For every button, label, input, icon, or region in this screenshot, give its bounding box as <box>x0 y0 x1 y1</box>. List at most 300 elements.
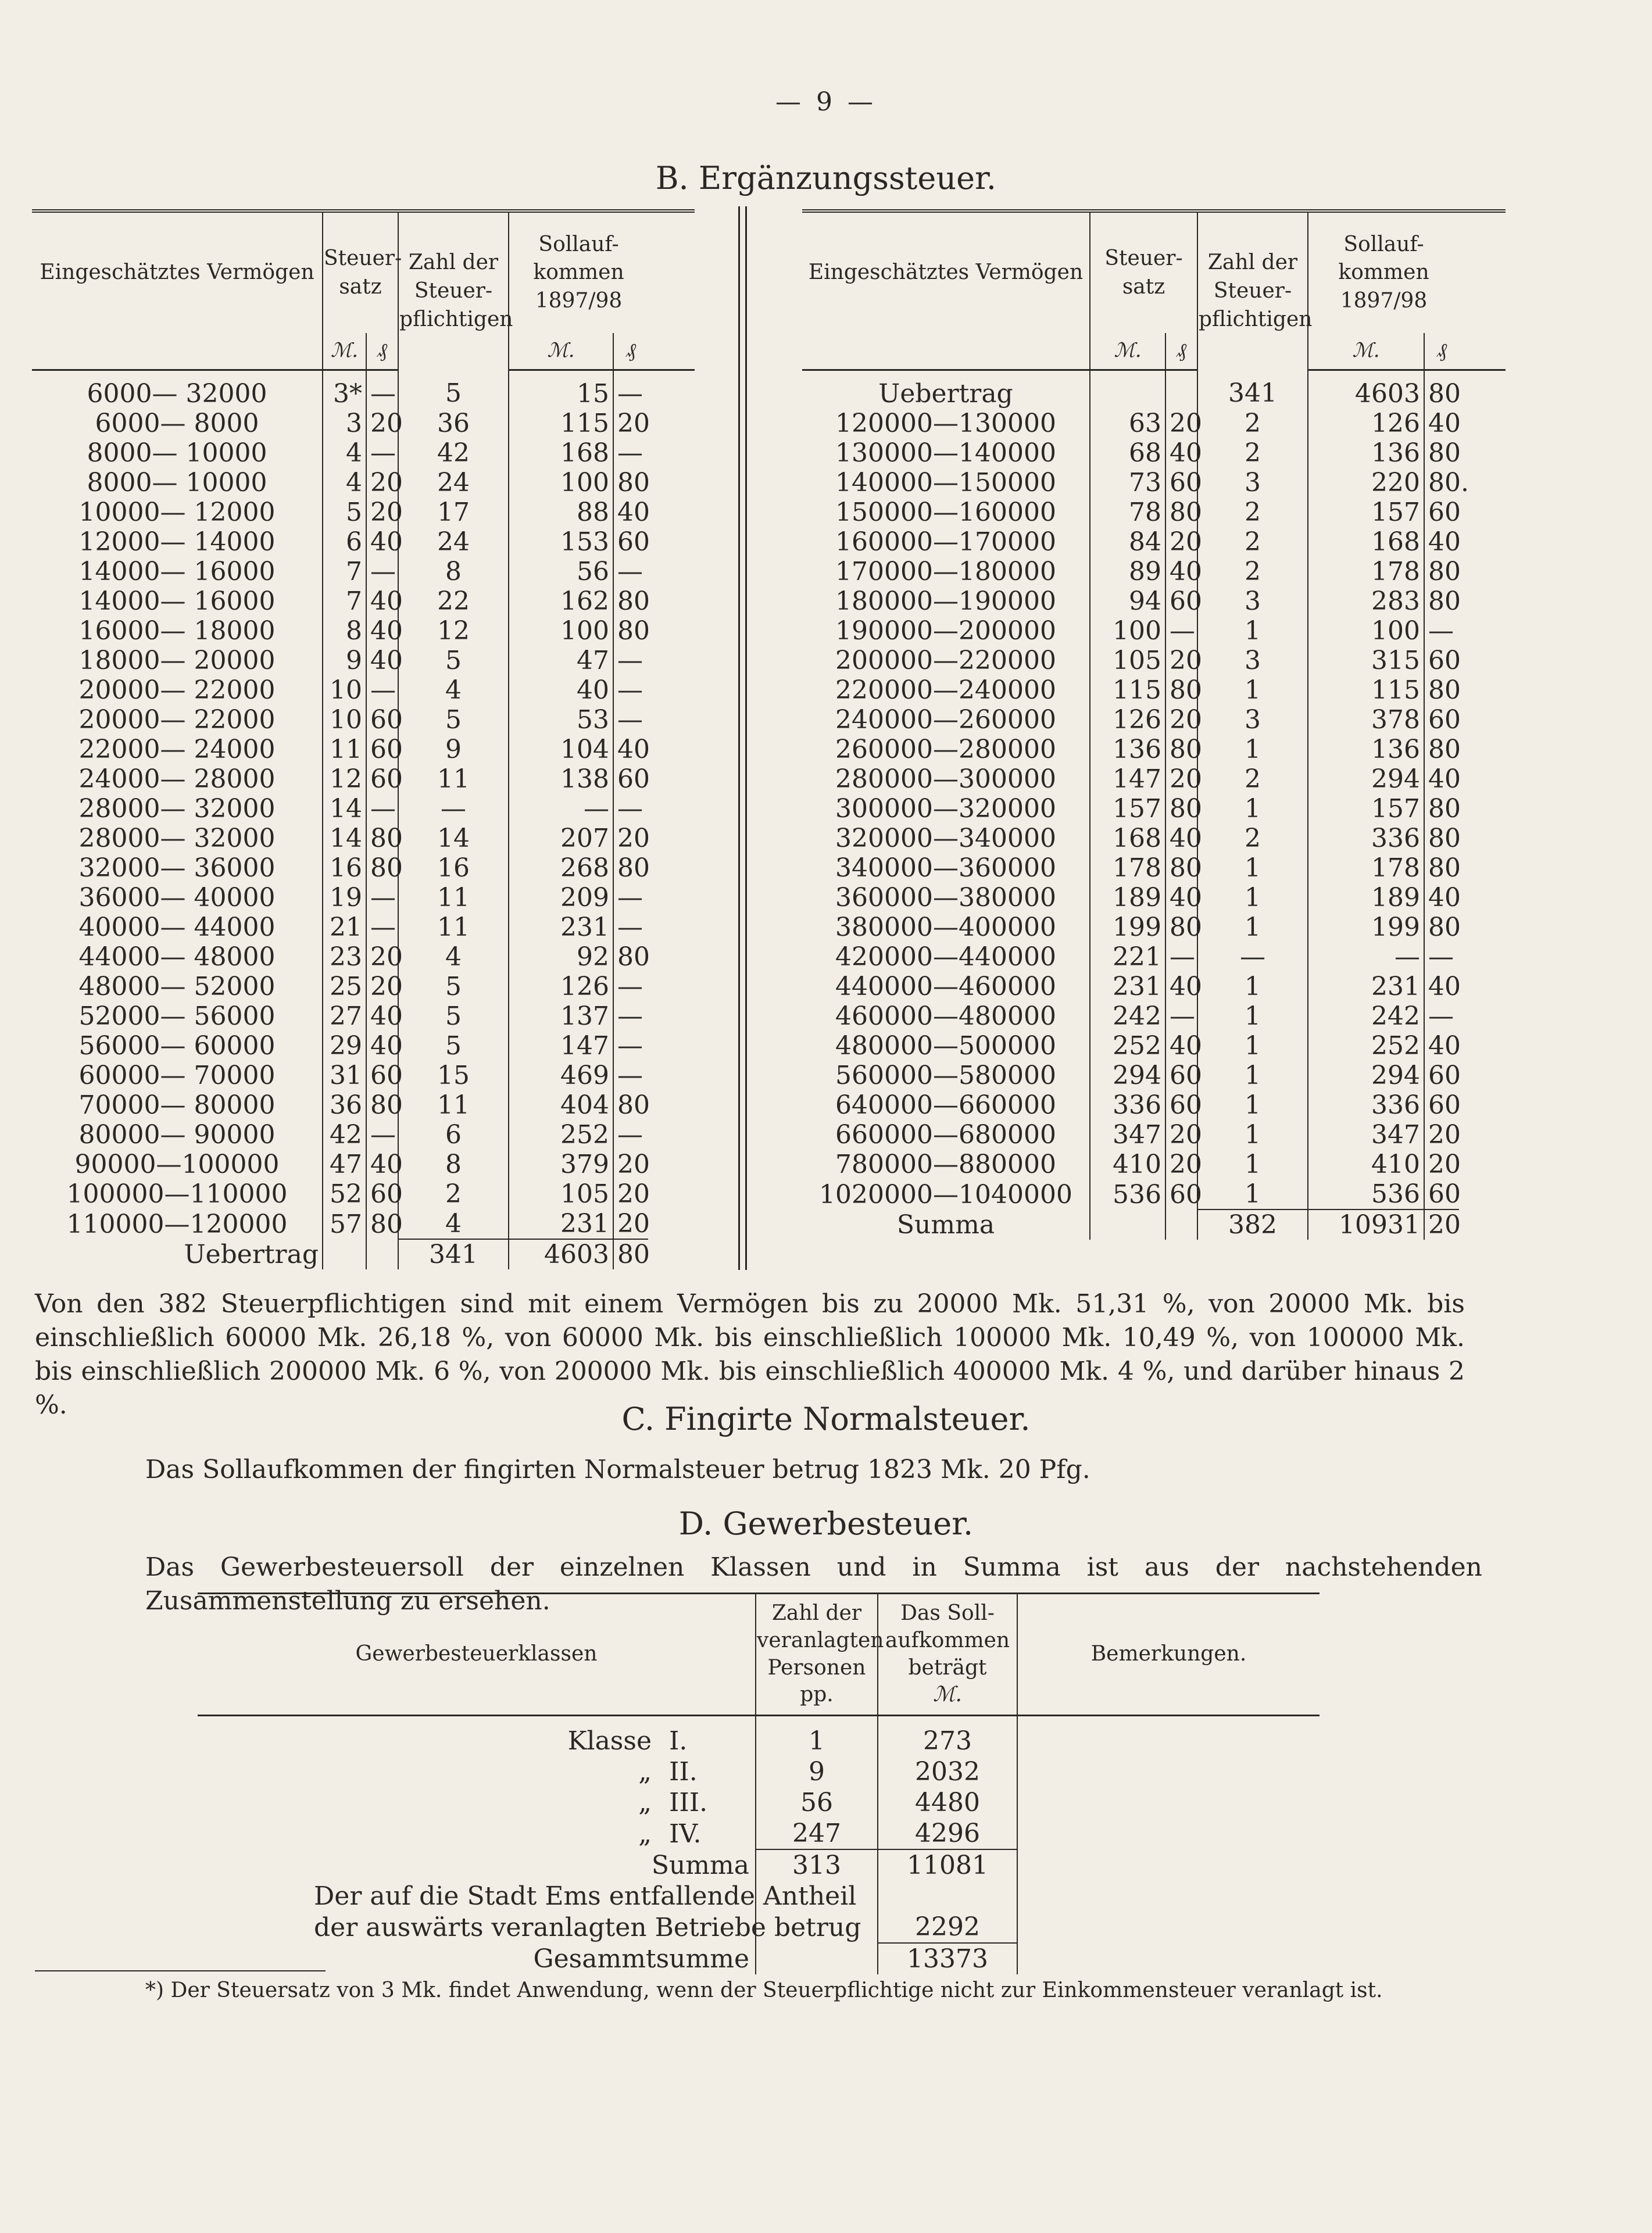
header-pf: ₰ <box>1165 333 1197 370</box>
steuersatz-mark: 189 <box>1090 883 1165 912</box>
table-row <box>32 646 695 675</box>
aufkommen-pf: 80 <box>1428 438 1461 468</box>
anteil-text: der auswärts veranlagten Betriebe betrug <box>198 1912 756 1943</box>
carry-zahl: 341 <box>1197 370 1308 409</box>
steuersatz-pf: 40 <box>366 616 398 646</box>
vermoegen-range: 190000—200000 <box>802 616 1090 646</box>
aufkommen-pf: 20 <box>617 1209 650 1239</box>
aufkommen-mark: 469 <box>509 1061 613 1090</box>
steuersatz-mark: 136 <box>1090 735 1165 764</box>
aufkommen-mark: 410 <box>1308 1150 1424 1179</box>
summa-zahl: 382 <box>1197 1209 1308 1240</box>
header-soll: Sollauf-kommen 1897/98 <box>1308 211 1459 333</box>
steuersatz-pf: 60 <box>366 1179 398 1209</box>
zahl-pflichtige: 8 <box>398 1150 509 1179</box>
table-row <box>802 1150 1506 1179</box>
aufkommen-pf: — <box>617 883 643 912</box>
klasse-number: IV. <box>669 1819 702 1849</box>
zahl-pflichtige: 2 <box>398 1179 509 1209</box>
page-number: — 9 — <box>775 87 877 117</box>
steuersatz-pf: 60 <box>366 735 398 764</box>
gew-summa-label: Summa <box>198 1849 756 1881</box>
steuersatz-pf: — <box>366 1120 398 1150</box>
zahl-pflichtige: 12 <box>398 616 509 646</box>
aufkommen-mark: 315 <box>1308 646 1424 675</box>
table-row <box>802 972 1506 1001</box>
steuersatz-mark: 336 <box>1090 1090 1165 1120</box>
steuersatz-mark: 9 <box>323 646 366 675</box>
klasse-label <box>198 1756 756 1787</box>
aufkommen-pf: 60 <box>617 527 650 557</box>
steuersatz-mark: 10 <box>323 675 366 705</box>
zahl-pflichtige: 24 <box>398 527 509 557</box>
table-row <box>32 586 695 616</box>
aufkommen-pf: 60 <box>617 764 650 794</box>
steuersatz-pf: 40 <box>1165 557 1197 586</box>
aufkommen-mark: 100 <box>509 616 613 646</box>
zahl-pflichtige: 2 <box>1197 527 1308 557</box>
vermoegen-range: 80000— 90000 <box>32 1120 323 1150</box>
table-row <box>802 883 1506 912</box>
steuersatz-mark: 7 <box>323 586 366 616</box>
zahl-pflichtige: 1 <box>1197 972 1308 1001</box>
steuersatz-mark: 3 <box>323 409 366 438</box>
steuersatz-pf: — <box>366 883 398 912</box>
steuersatz-mark: 178 <box>1090 853 1165 883</box>
aufkommen-mark: 47 <box>509 646 613 675</box>
table-row <box>32 498 695 527</box>
table-row <box>802 1120 1506 1150</box>
steuersatz-mark: 68 <box>1090 438 1165 468</box>
vermoegen-range: 260000—280000 <box>802 735 1090 764</box>
steuersatz-mark: 23 <box>323 942 366 972</box>
vermoegen-range: 780000—880000 <box>802 1150 1090 1179</box>
header-vermoegen: Eingeschätztes Vermögen <box>802 211 1090 333</box>
zahl-pflichtige: 36 <box>398 409 509 438</box>
zahl-pflichtige: 1 <box>1197 1031 1308 1061</box>
steuersatz-mark: 27 <box>323 1001 366 1031</box>
aufkommen-pf: 80 <box>617 468 650 498</box>
footnote-rule <box>35 1970 326 1971</box>
aufkommen-pf: — <box>1428 942 1454 972</box>
steuersatz-mark: 42 <box>323 1120 366 1150</box>
steuersatz-pf: 20 <box>1165 1120 1197 1150</box>
aufkommen-mark: 252 <box>1308 1031 1424 1061</box>
steuersatz-pf: 40 <box>366 527 398 557</box>
table-row <box>32 409 695 438</box>
aufkommen-pf: 20 <box>617 824 650 853</box>
steuersatz-mark: 73 <box>1090 468 1165 498</box>
steuersatz-mark: 10 <box>323 705 366 735</box>
steuersatz-mark: 57 <box>323 1209 366 1239</box>
zahl-pflichtige: 2 <box>1197 438 1308 468</box>
zahl-pflichtige: 8 <box>398 557 509 586</box>
steuersatz-mark: 252 <box>1090 1031 1165 1061</box>
steuersatz-mark: 536 <box>1090 1179 1165 1209</box>
steuersatz-pf: 80 <box>1165 853 1197 883</box>
steuersatz-mark: 12 <box>323 764 366 794</box>
section-c-title: C. Fingirte Normalsteuer. <box>621 1401 1031 1437</box>
aufkommen-pf: — <box>617 912 643 942</box>
vermoegen-range: 90000—100000 <box>32 1150 323 1179</box>
aufkommen-mark: 178 <box>1308 557 1424 586</box>
steuersatz-mark: 8 <box>323 616 366 646</box>
aufkommen-mark: 147 <box>509 1031 613 1061</box>
aufkommen-mark: 157 <box>1308 794 1424 824</box>
aufkommen-pf: 80 <box>1428 824 1461 853</box>
zahl-pflichtige: 24 <box>398 468 509 498</box>
aufkommen-pf: 40 <box>1428 972 1461 1001</box>
section-d-intro: Das Gewerbesteuersoll der einzelnen Klassen und in Summa ist aus der nachstehenden Zusammenstellung zu ersehen. <box>145 1552 1482 1616</box>
klasse-word: Klasse <box>567 1726 652 1756</box>
header-mark: ℳ. <box>1308 333 1424 370</box>
steuersatz-mark: 294 <box>1090 1061 1165 1090</box>
aufkommen-mark: 404 <box>509 1090 613 1120</box>
aufkommen-mark: 294 <box>1308 764 1424 794</box>
zahl-pflichtige: 4 <box>398 942 509 972</box>
steuersatz-mark: 3* <box>323 370 366 409</box>
steuersatz-pf: 20 <box>1165 409 1197 438</box>
table-row <box>802 705 1506 735</box>
steuersatz-mark: 16 <box>323 853 366 883</box>
steuersatz-mark: 347 <box>1090 1120 1165 1150</box>
steuersatz-pf: 20 <box>366 972 398 1001</box>
steuersatz-mark: 63 <box>1090 409 1165 438</box>
steuersatz-mark: 168 <box>1090 824 1165 853</box>
zahl-pflichtige: 3 <box>1197 586 1308 616</box>
aufkommen-mark: 153 <box>509 527 613 557</box>
zahl-pflichtige: 2 <box>1197 764 1308 794</box>
steuersatz-pf: — <box>366 438 398 468</box>
steuersatz-mark: 242 <box>1090 1001 1165 1031</box>
zahl-pflichtige: 9 <box>398 735 509 764</box>
gew-summa-soll: 11081 <box>878 1849 1017 1881</box>
gesamt-soll: 13373 <box>878 1943 1017 1974</box>
steuersatz-mark: 19 <box>323 883 366 912</box>
aufkommen-pf: 40 <box>1428 1031 1461 1061</box>
aufkommen-pf: 80 <box>1428 557 1461 586</box>
aufkommen-mark: 126 <box>509 972 613 1001</box>
aufkommen-pf: 80. <box>1428 468 1469 498</box>
steuersatz-mark: 105 <box>1090 646 1165 675</box>
aufkommen-pf: 80 <box>617 586 650 616</box>
table-row <box>32 1031 695 1061</box>
zahl-pflichtige: 5 <box>398 370 509 409</box>
steuersatz-mark: 78 <box>1090 498 1165 527</box>
steuersatz-pf: 80 <box>1165 735 1197 764</box>
aufkommen-pf: 60 <box>1428 705 1461 735</box>
vermoegen-range: 180000—190000 <box>802 586 1090 616</box>
aufkommen-mark: 379 <box>509 1150 613 1179</box>
vermoegen-range: 130000—140000 <box>802 438 1090 468</box>
summa-label: Summa <box>802 1209 1090 1240</box>
table-row <box>802 1061 1506 1090</box>
aufkommen-pf: 80 <box>1428 794 1461 824</box>
aufkommen-mark: 53 <box>509 705 613 735</box>
zahl-pflichtige: 5 <box>398 646 509 675</box>
table-row <box>198 1756 1320 1787</box>
steuersatz-pf: — <box>1165 942 1197 972</box>
aufkommen-mark: 242 <box>1308 1001 1424 1031</box>
table-row <box>32 370 695 409</box>
header-vermoegen: Eingeschätztes Vermögen <box>32 211 323 333</box>
vermoegen-range: 340000—360000 <box>802 853 1090 883</box>
steuersatz-pf: 40 <box>366 1001 398 1031</box>
aufkommen-mark: 136 <box>1308 438 1424 468</box>
zahl-pflichtige: 2 <box>1197 824 1308 853</box>
section-b-title: B. Ergänzungssteuer. <box>655 160 997 196</box>
steuersatz-pf: — <box>366 675 398 705</box>
aufkommen-pf: 60 <box>1428 498 1461 527</box>
table-row <box>802 409 1506 438</box>
table-row <box>802 527 1506 557</box>
steuersatz-pf: 80 <box>1165 498 1197 527</box>
vermoegen-range: 6000— 8000 <box>32 409 323 438</box>
vermoegen-range: 420000—440000 <box>802 942 1090 972</box>
aufkommen-pf: 60 <box>1428 1090 1461 1120</box>
steuersatz-mark: 221 <box>1090 942 1165 972</box>
header-zahl: Zahl der Steuer-pflichtigen <box>1197 211 1308 370</box>
aufkommen-pf: — <box>617 1001 643 1031</box>
klasse-label <box>198 1787 756 1818</box>
aufkommen-mark: 536 <box>1308 1179 1424 1209</box>
aufkommen-mark: 100 <box>509 468 613 498</box>
vermoegen-range: 100000—110000 <box>32 1179 323 1209</box>
steuersatz-mark: 4 <box>323 468 366 498</box>
table-row <box>32 1150 695 1179</box>
table-row <box>802 912 1506 942</box>
header-mark: ℳ. <box>509 333 613 370</box>
carry-mark: 4603 <box>1308 370 1424 409</box>
table-row <box>32 735 695 764</box>
vermoegen-range: 16000— 18000 <box>32 616 323 646</box>
aufkommen-pf: 80 <box>617 1090 650 1120</box>
vermoegen-range: 70000— 80000 <box>32 1090 323 1120</box>
table-row <box>802 1031 1506 1061</box>
zahl-pflichtige: 1 <box>1197 883 1308 912</box>
vermoegen-range: 480000—500000 <box>802 1031 1090 1061</box>
aufkommen-pf: 80 <box>617 616 650 646</box>
steuersatz-pf: 60 <box>1165 1090 1197 1120</box>
table-row <box>32 1061 695 1090</box>
aufkommen-mark: 220 <box>1308 468 1424 498</box>
aufkommen-pf: 80 <box>1428 912 1461 942</box>
klasse-word: „ <box>638 1788 652 1817</box>
table-row <box>802 942 1506 972</box>
aufkommen-pf: 20 <box>1428 1150 1461 1179</box>
aufkommen-pf: 40 <box>1428 883 1461 912</box>
zahl-pflichtige: 1 <box>1197 735 1308 764</box>
summa-pf: 20 <box>1424 1209 1459 1240</box>
table-row <box>32 1120 695 1150</box>
zahl-pflichtige: 1 <box>1197 616 1308 646</box>
table-row <box>32 942 695 972</box>
aufkommen-pf: — <box>617 675 643 705</box>
aufkommen-pf: 60 <box>1428 1061 1461 1090</box>
aufkommen-pf: 60 <box>1428 646 1461 675</box>
uebertrag-zahl: 341 <box>398 1239 509 1269</box>
steuersatz-mark: 126 <box>1090 705 1165 735</box>
steuersatz-mark: 11 <box>323 735 366 764</box>
steuersatz-pf: 80 <box>1165 794 1197 824</box>
vermoegen-range: 20000— 22000 <box>32 705 323 735</box>
vermoegen-range: 12000— 14000 <box>32 527 323 557</box>
table-row <box>32 824 695 853</box>
steuersatz-pf: 20 <box>1165 527 1197 557</box>
zahl-pflichtige: 6 <box>398 1120 509 1150</box>
zahl-personen: 247 <box>756 1818 878 1849</box>
zahl-pflichtige: 1 <box>1197 1120 1308 1150</box>
table-row <box>198 1818 1320 1849</box>
aufkommen-pf: 40 <box>1428 409 1461 438</box>
zahl-pflichtige: 1 <box>1197 853 1308 883</box>
zahl-pflichtige: 42 <box>398 438 509 468</box>
aufkommen-mark: 115 <box>1308 675 1424 705</box>
aufkommen-mark: 252 <box>509 1120 613 1150</box>
steuersatz-mark: 94 <box>1090 586 1165 616</box>
summa-mark: 10931 <box>1308 1209 1424 1240</box>
header-soll: Das Soll-aufkommen beträgt ℳ. <box>878 1594 1017 1716</box>
aufkommen-pf: — <box>617 1031 643 1061</box>
sollaufkommen: 273 <box>878 1726 1017 1756</box>
steuersatz-pf: — <box>366 370 398 409</box>
klasse-label <box>198 1818 756 1849</box>
aufkommen-mark: 294 <box>1308 1061 1424 1090</box>
aufkommen-pf: 40 <box>1428 764 1461 794</box>
zahl-pflichtige: 2 <box>1197 498 1308 527</box>
aufkommen-mark: 92 <box>509 942 613 972</box>
table-row <box>32 616 695 646</box>
vermoegen-range: 10000— 12000 <box>32 498 323 527</box>
steuersatz-mark: 36 <box>323 1090 366 1120</box>
aufkommen-mark: 15 <box>509 370 613 409</box>
zahl-personen: 56 <box>756 1787 878 1818</box>
vermoegen-range: 6000— 32000 <box>32 370 323 409</box>
zahl-pflichtige: 1 <box>1197 912 1308 942</box>
steuersatz-pf: 40 <box>366 1031 398 1061</box>
aufkommen-pf: 80 <box>1428 735 1461 764</box>
steuersatz-pf: 60 <box>1165 468 1197 498</box>
header-steuersatz: Steuer-satz <box>323 211 398 333</box>
header-zahl: Zahl der veranlagten Personen pp. <box>756 1594 878 1716</box>
steuersatz-mark: 14 <box>323 794 366 824</box>
steuersatz-pf: 20 <box>1165 705 1197 735</box>
vermoegen-range: 14000— 16000 <box>32 557 323 586</box>
vermoegen-range: 28000— 32000 <box>32 794 323 824</box>
sollaufkommen: 4296 <box>878 1818 1017 1849</box>
aufkommen-pf: — <box>617 972 643 1001</box>
zahl-pflichtige: 15 <box>398 1061 509 1090</box>
header-pf: ₰ <box>1424 333 1459 370</box>
aufkommen-pf: — <box>1428 616 1454 646</box>
steuersatz-pf: 80 <box>1165 675 1197 705</box>
aufkommen-mark: 168 <box>1308 527 1424 557</box>
header-bemerkungen: Bemerkungen. <box>1017 1594 1320 1716</box>
aufkommen-mark: 115 <box>509 409 613 438</box>
aufkommen-mark: 137 <box>509 1001 613 1031</box>
steuersatz-pf: — <box>366 912 398 942</box>
steuersatz-pf: 60 <box>366 1061 398 1090</box>
aufkommen-mark: 199 <box>1308 912 1424 942</box>
table-row <box>802 646 1506 675</box>
zahl-pflichtige: 1 <box>1197 794 1308 824</box>
vermoegen-range: 8000— 10000 <box>32 468 323 498</box>
steuersatz-pf: 80 <box>366 1090 398 1120</box>
aufkommen-mark: 88 <box>509 498 613 527</box>
aufkommen-mark: 40 <box>509 675 613 705</box>
aufkommen-pf: — <box>617 379 643 409</box>
aufkommen-mark: 283 <box>1308 586 1424 616</box>
zahl-pflichtige: 1 <box>1197 1061 1308 1090</box>
zahl-pflichtige: 14 <box>398 824 509 853</box>
sollaufkommen: 2032 <box>878 1756 1017 1787</box>
vermoegen-range: 36000— 40000 <box>32 883 323 912</box>
klasse-number: II. <box>669 1757 698 1787</box>
table-row <box>32 1090 695 1120</box>
section-c-text: Das Sollaufkommen der fingirten Normalsteuer betrug 1823 Mk. 20 Pfg. <box>145 1455 1090 1484</box>
table-row <box>32 972 695 1001</box>
vermoegen-range: 460000—480000 <box>802 1001 1090 1031</box>
steuersatz-mark: 6 <box>323 527 366 557</box>
erganzungssteuer-table-left <box>32 209 695 1269</box>
steuersatz-pf: 20 <box>366 942 398 972</box>
klasse-number: III. <box>669 1788 708 1817</box>
header-mark: ℳ. <box>1090 333 1165 370</box>
zahl-personen: 9 <box>756 1756 878 1787</box>
vermoegen-range: 120000—130000 <box>802 409 1090 438</box>
aufkommen-mark: 209 <box>509 883 613 912</box>
steuersatz-mark: 157 <box>1090 794 1165 824</box>
aufkommen-mark: 231 <box>509 912 613 942</box>
steuersatz-pf: 20 <box>366 409 398 438</box>
vermoegen-range: 8000— 10000 <box>32 438 323 468</box>
vermoegen-range: 170000—180000 <box>802 557 1090 586</box>
table-row <box>32 883 695 912</box>
zahl-pflichtige: 3 <box>1197 705 1308 735</box>
steuersatz-mark: 89 <box>1090 557 1165 586</box>
zahl-pflichtige: 16 <box>398 853 509 883</box>
table-row <box>802 824 1506 853</box>
aufkommen-pf: — <box>617 1061 643 1090</box>
aufkommen-mark: 336 <box>1308 1090 1424 1120</box>
aufkommen-pf: — <box>617 438 643 468</box>
vermoegen-range: 22000— 24000 <box>32 735 323 764</box>
vermoegen-range: 160000—170000 <box>802 527 1090 557</box>
steuersatz-mark: 84 <box>1090 527 1165 557</box>
vermoegen-range: 14000— 16000 <box>32 586 323 616</box>
aufkommen-pf: 80 <box>1428 853 1461 883</box>
vermoegen-range: 1020000—1040000 <box>802 1179 1090 1209</box>
vermoegen-range: 300000—320000 <box>802 794 1090 824</box>
sollaufkommen: 4480 <box>878 1787 1017 1818</box>
vermoegen-range: 60000— 70000 <box>32 1061 323 1090</box>
steuersatz-pf: 80 <box>366 824 398 853</box>
erganzungssteuer-table-right <box>802 209 1506 1240</box>
aufkommen-pf: — <box>1428 1001 1454 1031</box>
steuersatz-pf: 40 <box>1165 824 1197 853</box>
footnote: *) Der Steuersatz von 3 Mk. findet Anwendung, wenn der Steuerpflichtige nicht zur Einkommensteuer veranlagt ist. <box>145 1978 1383 2002</box>
aufkommen-pf: — <box>617 557 643 586</box>
vermoegen-range: 640000—660000 <box>802 1090 1090 1120</box>
steuersatz-mark: 47 <box>323 1150 366 1179</box>
vermoegen-range: 360000—380000 <box>802 883 1090 912</box>
aufkommen-pf: 20 <box>1428 1120 1461 1150</box>
aufkommen-mark: 157 <box>1308 498 1424 527</box>
steuersatz-pf: 60 <box>366 705 398 735</box>
zahl-pflichtige: 1 <box>1197 675 1308 705</box>
table-row <box>32 1001 695 1031</box>
aufkommen-mark: 138 <box>509 764 613 794</box>
